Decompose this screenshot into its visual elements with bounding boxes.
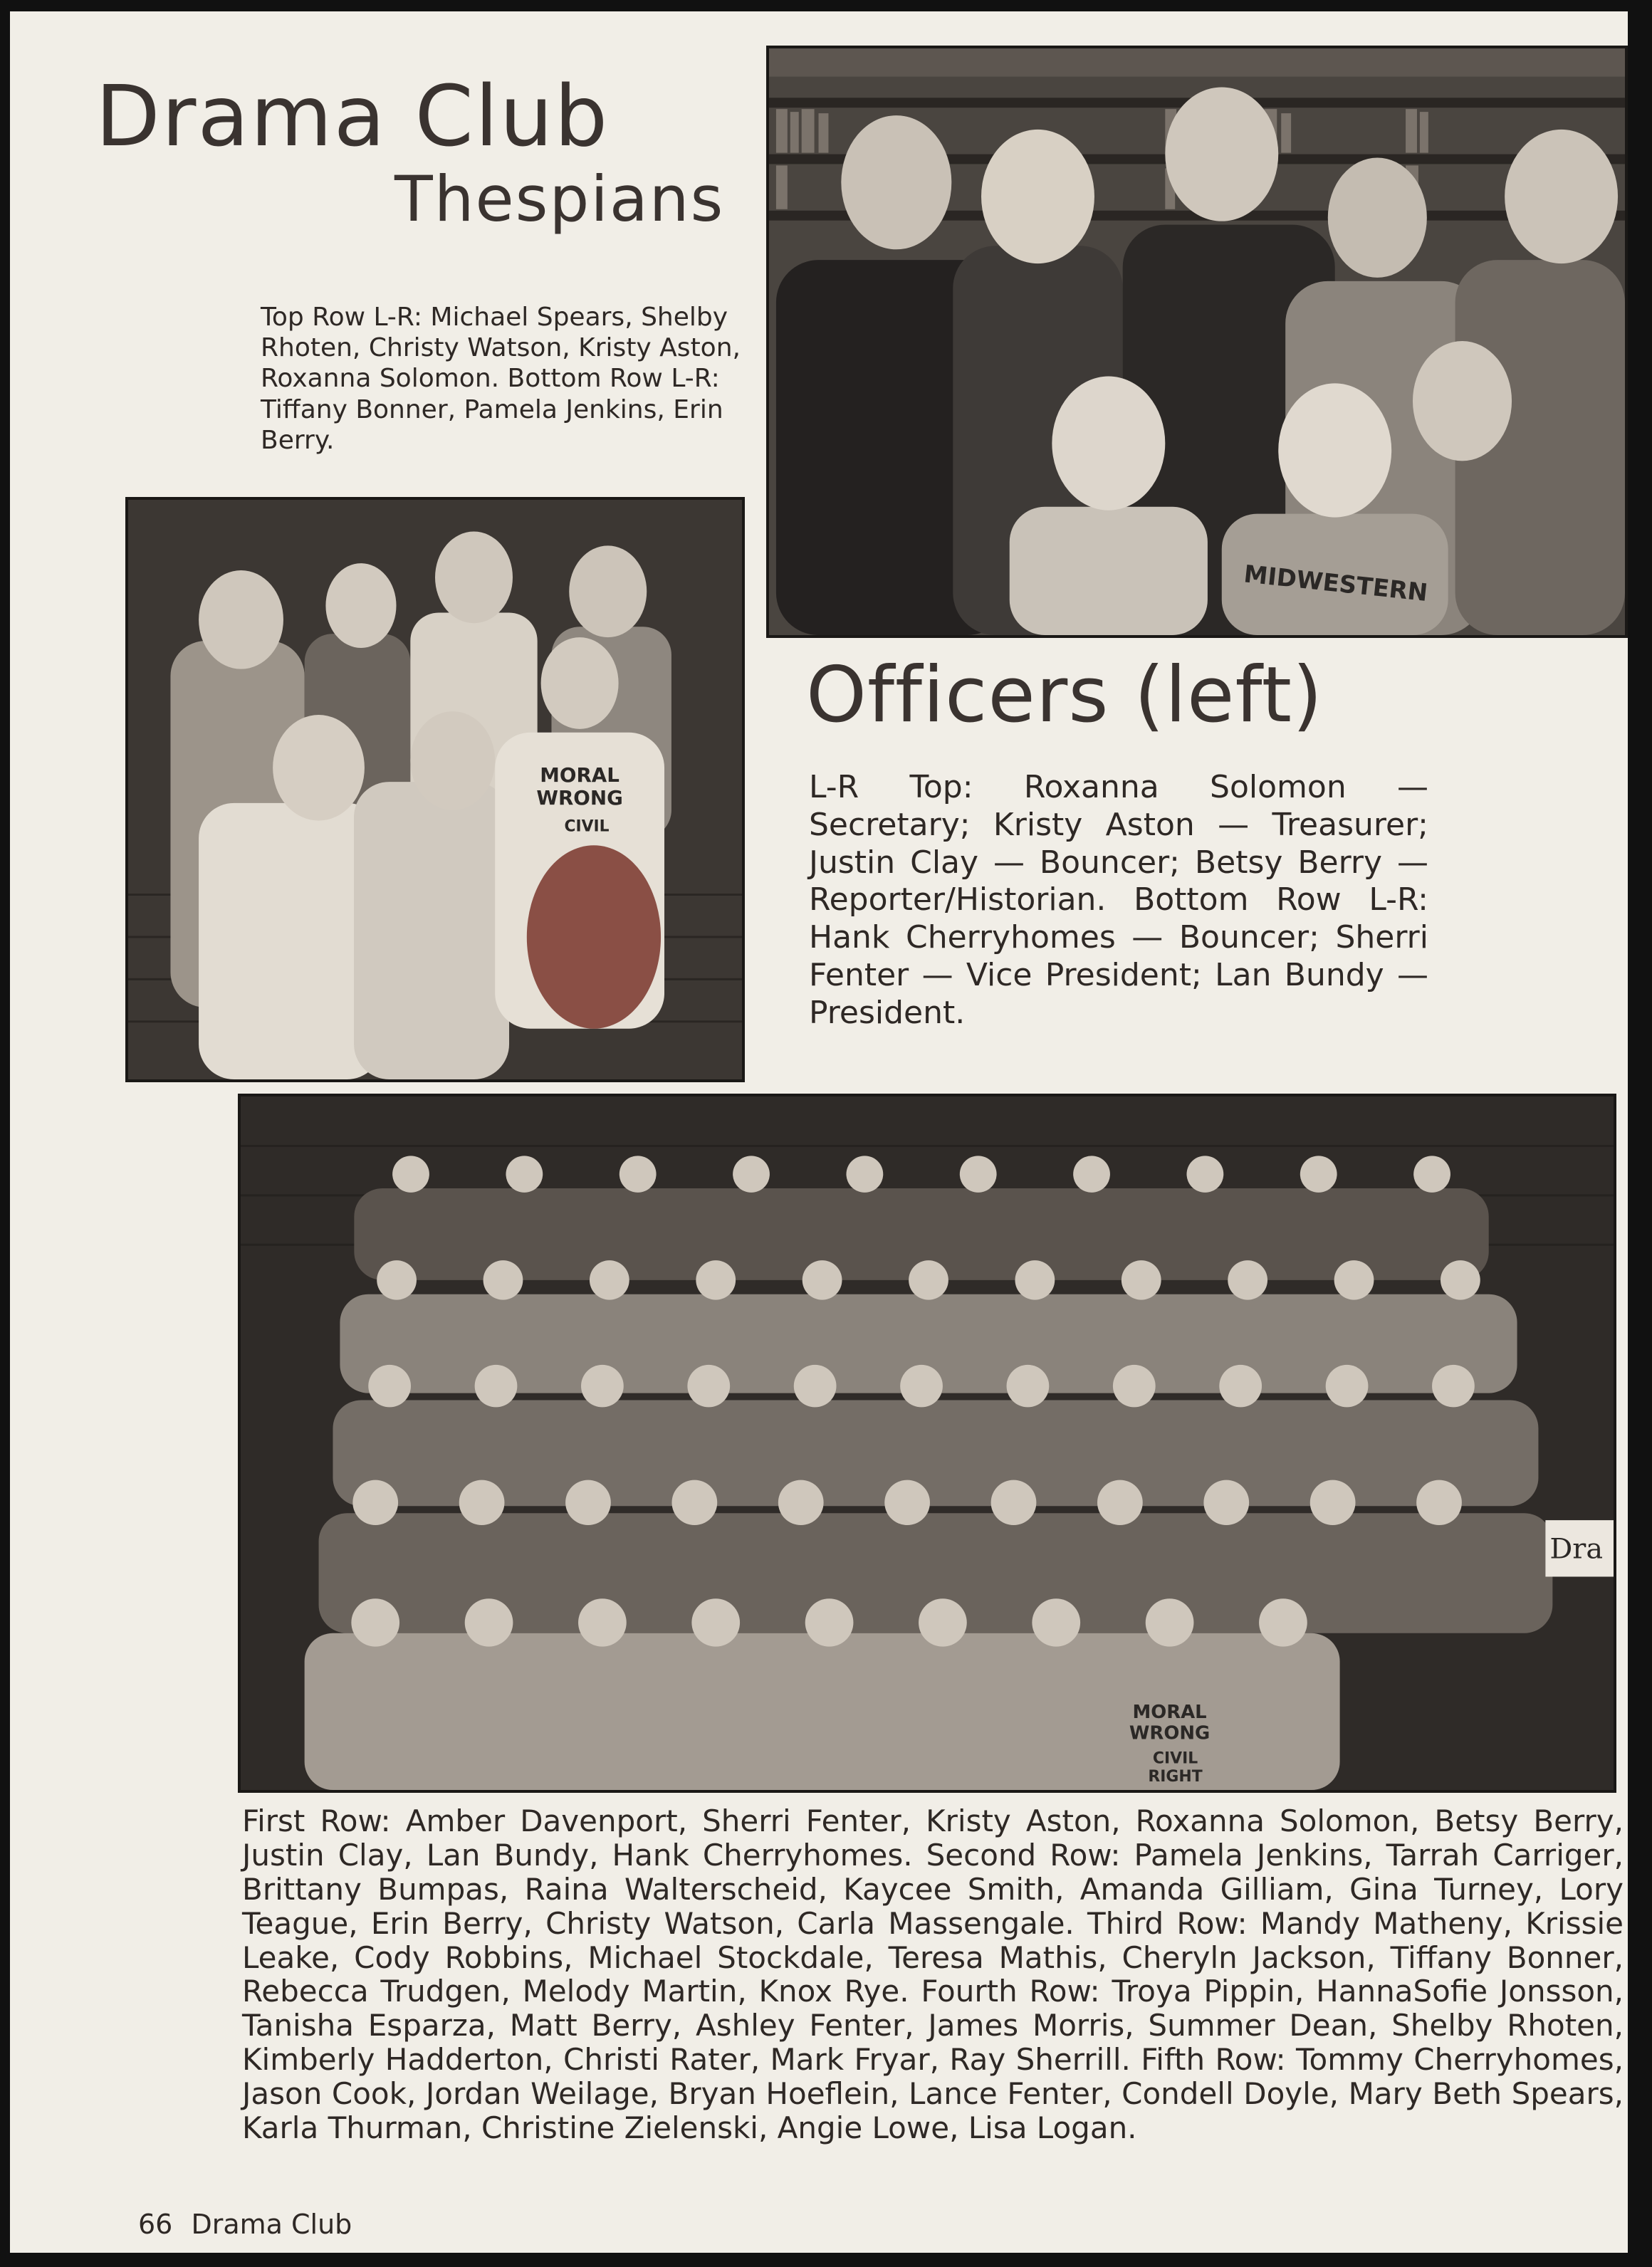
page-number: 66 <box>138 2209 173 2240</box>
officers-tshirt-text-1: MORAL <box>540 763 620 787</box>
group-tshirt-text-1: MORAL <box>1132 1701 1207 1723</box>
thespians-photo <box>766 46 1628 638</box>
group-tshirt-text-4: RIGHT <box>1148 1768 1203 1786</box>
officers-tshirt-text-2: WRONG <box>536 785 623 810</box>
page-subtitle: Thespians <box>394 162 725 236</box>
yearbook-page <box>10 11 1628 2253</box>
group-tshirt-text-3: CIVIL <box>1152 1749 1198 1768</box>
group-caption: First Row: Amber Davenport, Sherri Fenter, Kristy Aston, Roxanna Solomon, Betsy Berry, Justin Clay, Lan Bundy, Hank Cherryhomes. Second Row: Pamela Jenkins, Tarrah Carriger, Brittany Bumpas, Raina Walterscheid, Kaycee Smith, Amanda Gilliam, Gina Turney, Lory Teague, Erin Berry, Christy Watson, Carla Massengale. Third Row: Mandy Matheny, Krissie Leake, Cody Robbins, Michael Stockdale, Teresa Mathis, Cheryln Jackson, Tiffany Bonner, Rebecca Trudgen, Melody Martin, Knox Rye. Fourth Row: Troya Pippin, HannaSofie Jonsson, Tanisha Esparza, Matt Berry, Ashley Fenter, James Morris, Summer Dean, Shelby Rhoten, Kimberly Hadderton, Christi Rater, Mark Fryar, Ray Sherrill. Fifth Row: Tommy Cherryhomes, Jason Cook, Jordan Weilage, Bryan Hoeflein, Lance Fenter, Condell Doyle, Mary Beth Spears, Karla Thurman, Christine Zielenski, Angie Lowe, Lisa Logan. <box>242 1803 1624 2145</box>
officers-photo-image <box>128 500 742 1079</box>
officers-photo <box>125 497 745 1082</box>
page-section: Drama Club <box>191 2209 352 2240</box>
banner-text: Dra <box>1549 1532 1604 1566</box>
officers-caption: L-R Top: Roxanna Solomon — Secretary; Kristy Aston — Treasurer; Justin Clay — Bouncer; Betsy Berry — Reporter/Historian. Bottom Row L-R: Hank Cherryhomes — Bouncer; Sherri Fenter — Vice President; Lan Bundy — President. <box>809 769 1428 1031</box>
thespians-photo-image <box>769 48 1625 635</box>
group-tshirt-text-2: WRONG <box>1129 1722 1211 1744</box>
page-footer <box>138 2209 352 2240</box>
officers-tshirt-text-3: CIVIL <box>564 817 610 836</box>
group-photo <box>238 1094 1616 1793</box>
thespians-caption: Top Row L-R: Michael Spears, Shelby Rhoten, Christy Watson, Kristy Aston, Roxanna Solomon. Bottom Row L-R: Tiffany Bonner, Pamela Jenkins, Erin Berry. <box>261 303 741 455</box>
group-photo-image <box>241 1096 1614 1790</box>
page-title: Drama Club <box>95 67 610 165</box>
officers-heading: Officers (left) <box>806 651 1324 740</box>
sweatshirt-text: MIDWESTERN <box>1242 560 1429 607</box>
